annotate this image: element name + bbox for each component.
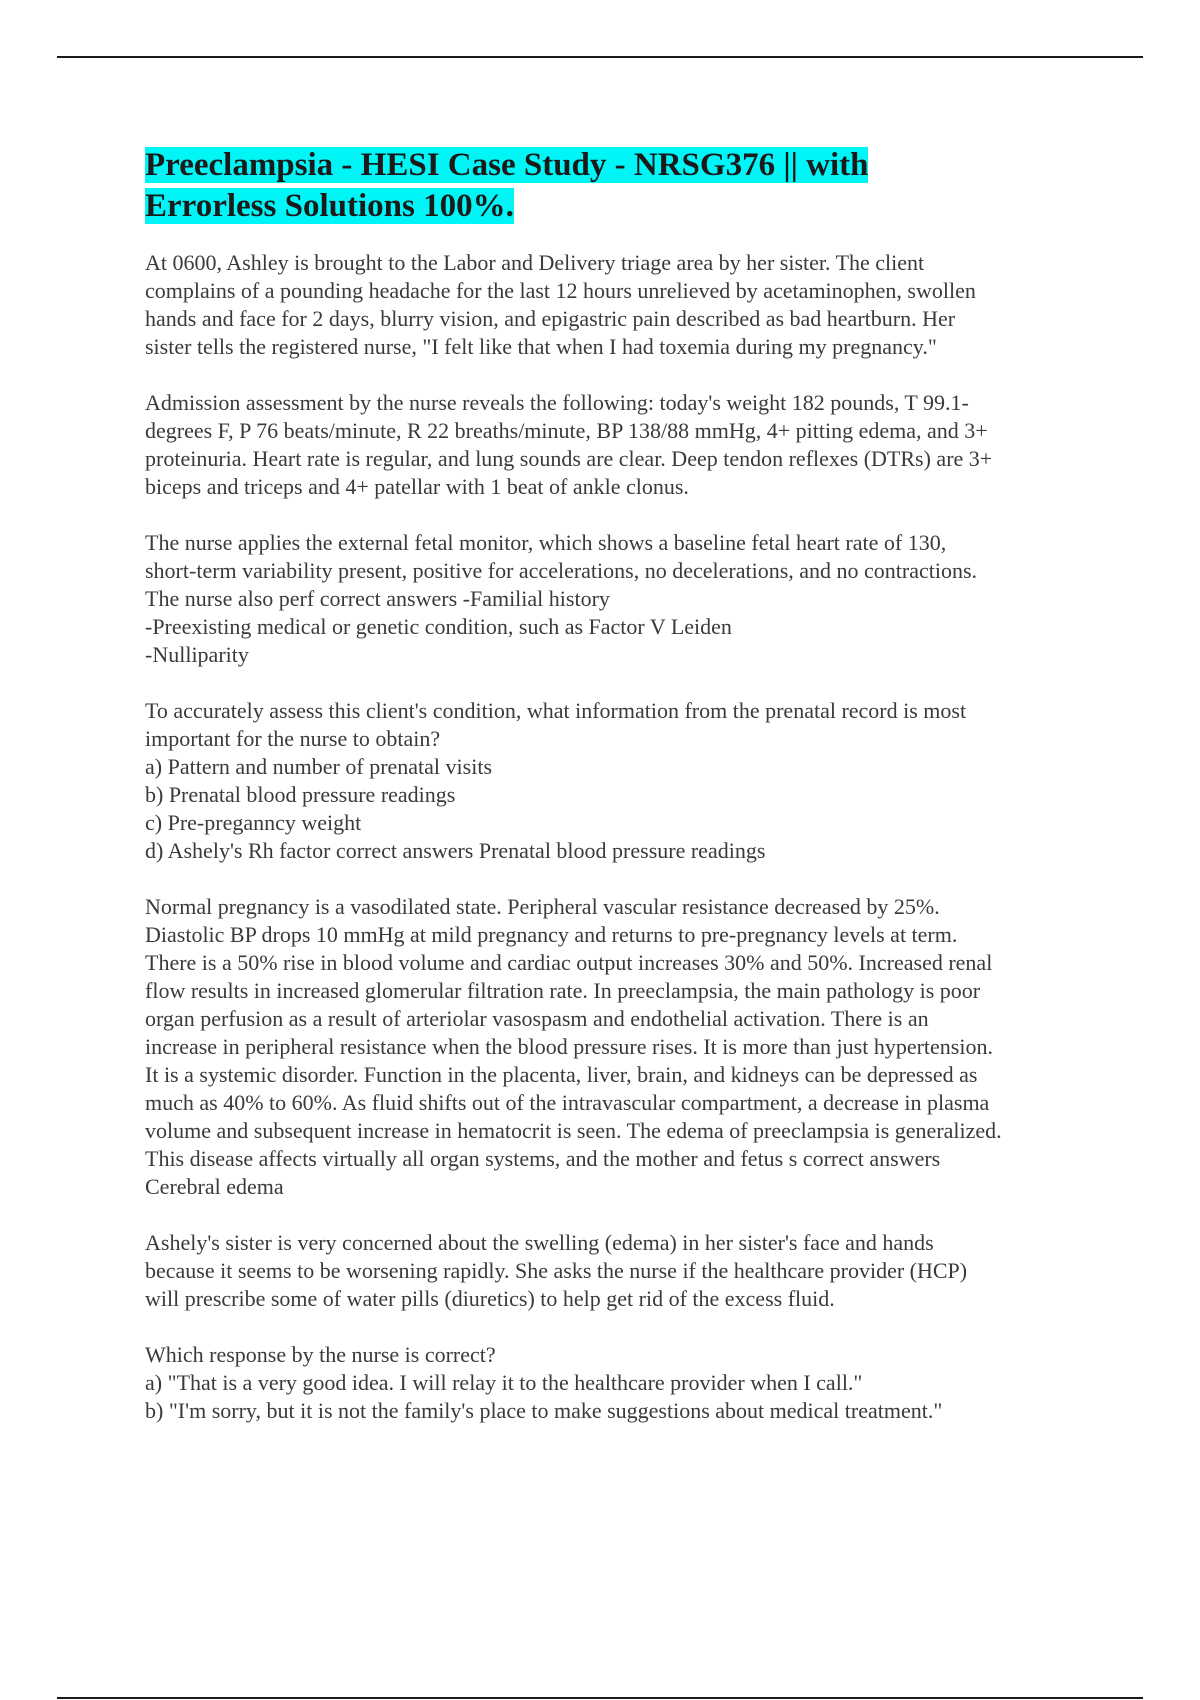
paragraph-line: b) Prenatal blood pressure readings (145, 782, 456, 807)
paragraph (145, 893, 1095, 1201)
paragraph-line: Diastolic BP drops 10 mmHg at mild pregnancy and returns to pre-pregnancy levels at term. (145, 922, 958, 947)
paragraph (145, 697, 1095, 865)
paragraph (145, 529, 1095, 669)
paragraph-line: volume and subsequent increase in hematocrit is seen. The edema of preeclampsia is generalized. (145, 1118, 1002, 1143)
paragraph-line: degrees F, P 76 beats/minute, R 22 breaths/minute, BP 138/88 mmHg, 4+ pitting edema, and 3+ (145, 418, 988, 443)
paragraph-line: Which response by the nurse is correct? (145, 1342, 496, 1367)
paragraph-line: will prescribe some of water pills (diuretics) to help get rid of the excess fluid. (145, 1286, 835, 1311)
paragraph-line: c) Pre-preganncy weight (145, 810, 362, 835)
paragraph (145, 1341, 1095, 1425)
paragraph-line: organ perfusion as a result of arteriolar vasospasm and endothelial activation. There is an (145, 1006, 929, 1031)
paragraph-line: important for the nurse to obtain? (145, 726, 441, 751)
paragraph-gap (145, 361, 1095, 389)
paragraph-gap (145, 669, 1095, 697)
paragraph-line: The nurse applies the external fetal monitor, which shows a baseline fetal heart rate of 130, (145, 530, 947, 555)
paragraph-line: much as 40% to 60%. As fluid shifts out of the intravascular compartment, a decrease in plasma (145, 1090, 990, 1115)
paragraph (145, 249, 1095, 361)
paragraph-gap (145, 501, 1095, 529)
document-title (145, 145, 1095, 227)
paragraph-line: -Preexisting medical or genetic condition, such as Factor V Leiden (145, 614, 732, 639)
paragraph-line: sister tells the registered nurse, "I felt like that when I had toxemia during my pregnancy." (145, 334, 937, 359)
paragraph-gap (145, 865, 1095, 893)
paragraph-line: Ashely's sister is very concerned about the swelling (edema) in her sister's face and hands (145, 1230, 934, 1255)
title-line-1: Preeclampsia - HESI Case Study - NRSG376 || with (145, 147, 869, 183)
paragraph-line: hands and face for 2 days, blurry vision, and epigastric pain described as bad heartburn. Her (145, 306, 956, 331)
paragraph-line: d) Ashely's Rh factor correct answers Prenatal blood pressure readings (145, 838, 766, 863)
paragraph-line: Admission assessment by the nurse reveals the following: today's weight 182 pounds, T 99.1- (145, 390, 969, 415)
paragraph-line: a) Pattern and number of prenatal visits (145, 754, 493, 779)
paragraph-line: Normal pregnancy is a vasodilated state. Peripheral vascular resistance decreased by 25%. (145, 894, 940, 919)
document-body (145, 145, 1095, 1425)
paragraph-line: There is a 50% rise in blood volume and cardiac output increases 30% and 50%. Increased renal (145, 950, 993, 975)
paragraph-line: short-term variability present, positive for accelerations, no decelerations, and no contractions. (145, 558, 978, 583)
document-paragraphs (145, 249, 1095, 1425)
paragraph (145, 1229, 1095, 1313)
paragraph-line: flow results in increased glomerular filtration rate. In preeclampsia, the main pathology is poor (145, 978, 981, 1003)
top-rule (57, 56, 1143, 58)
paragraph (145, 389, 1095, 501)
paragraph-line: To accurately assess this client's condition, what information from the prenatal record is most (145, 698, 967, 723)
paragraph-line: At 0600, Ashley is brought to the Labor and Delivery triage area by her sister. The client (145, 250, 925, 275)
paragraph-line: biceps and triceps and 4+ patellar with 1 beat of ankle clonus. (145, 474, 689, 499)
paragraph-line: increase in peripheral resistance when the blood pressure rises. It is more than just hypertension. (145, 1034, 993, 1059)
bottom-rule (57, 1697, 1143, 1699)
paragraph-gap (145, 1313, 1095, 1341)
paragraph-line: Cerebral edema (145, 1174, 284, 1199)
paragraph-line: a) "That is a very good idea. I will relay it to the healthcare provider when I call." (145, 1370, 863, 1395)
paragraph-line: -Nulliparity (145, 642, 249, 667)
paragraph-line: This disease affects virtually all organ systems, and the mother and fetus s correct answers (145, 1146, 941, 1171)
paragraph-line: complains of a pounding headache for the last 12 hours unrelieved by acetaminophen, swollen (145, 278, 976, 303)
paragraph-line: The nurse also perf correct answers -Familial history (145, 586, 610, 611)
paragraph-line: because it seems to be worsening rapidly. She asks the nurse if the healthcare provider (HCP) (145, 1258, 968, 1283)
paragraph-line: It is a systemic disorder. Function in the placenta, liver, brain, and kidneys can be depressed as (145, 1062, 978, 1087)
title-line-2: Errorless Solutions 100%. (145, 188, 514, 224)
paragraph-line: proteinuria. Heart rate is regular, and lung sounds are clear. Deep tendon reflexes (DTRs) are 3+ (145, 446, 993, 471)
paragraph-gap (145, 1201, 1095, 1229)
paragraph-line: b) "I'm sorry, but it is not the family's place to make suggestions about medical treatment." (145, 1398, 943, 1423)
